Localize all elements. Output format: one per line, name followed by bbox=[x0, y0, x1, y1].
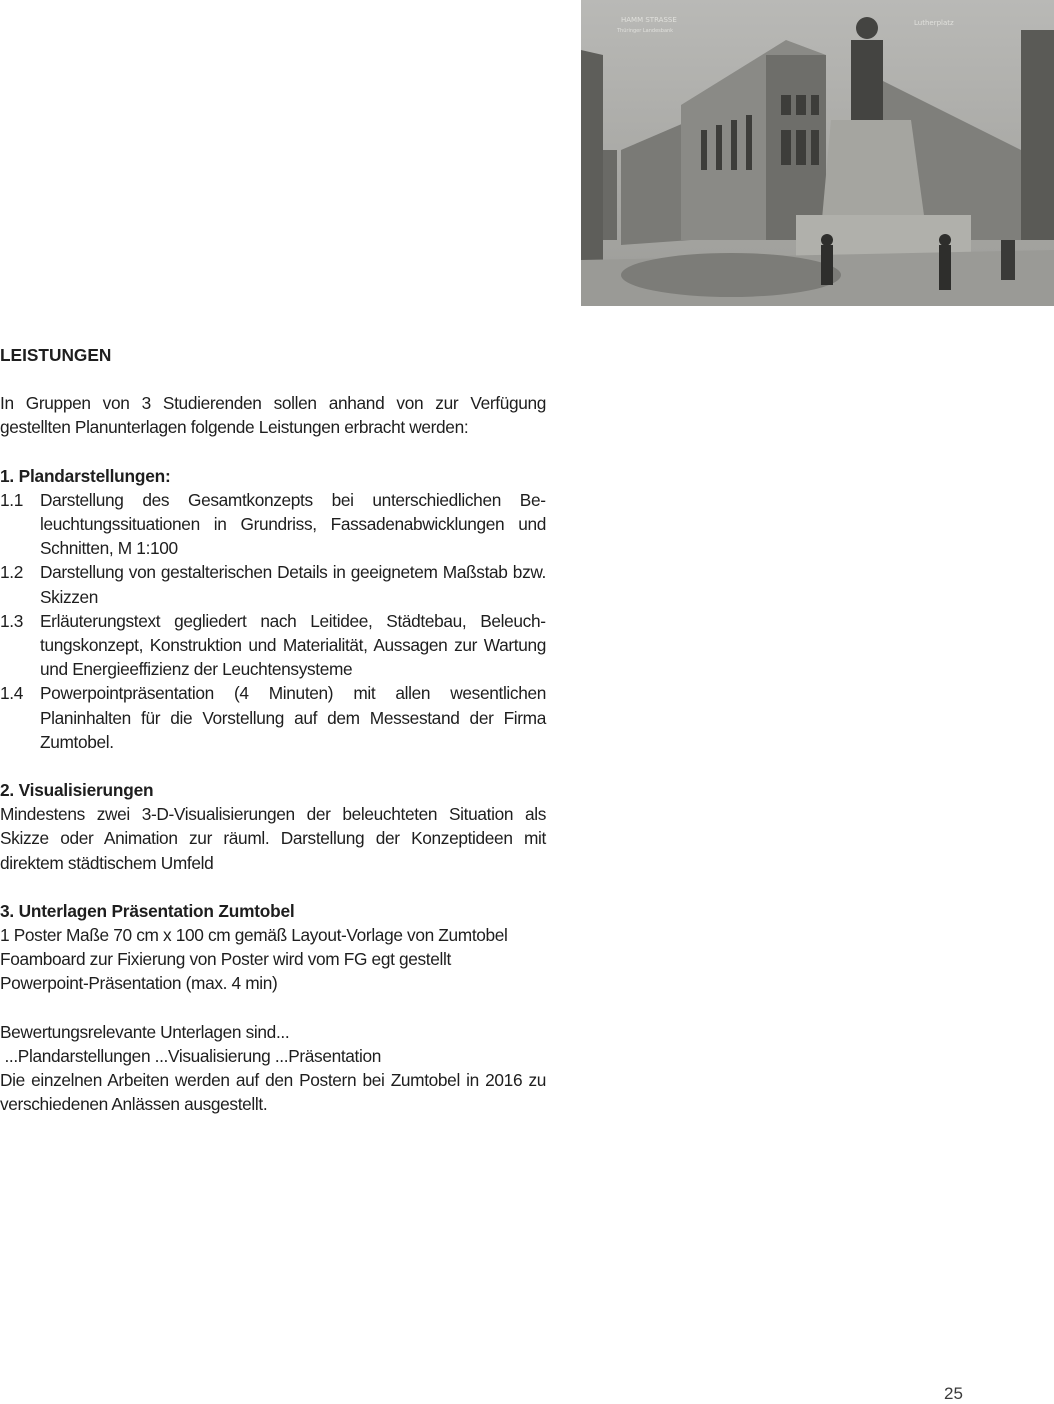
page-number: 25 bbox=[944, 1384, 963, 1403]
closing-line: Bewertungsrelevante Unterlagen sind... bbox=[0, 1021, 290, 1042]
photo-sign-right: Lutherplatz bbox=[914, 19, 954, 27]
list-item-number: 1.4 bbox=[0, 683, 23, 704]
section3-title: 3. Unterlagen Präsentation Zumtobel bbox=[0, 900, 295, 921]
section3-line: 1 Poster Maße 70 cm x 100 cm gemäß Layout-Vorlage von Zumtobel bbox=[0, 925, 508, 946]
list-item-text: Erläuterungstext gegliedert nach Leitidee, Städtebau, Beleuchtungskonzept, Konstruktion und Materialität, Aussagen zur Wartung und Energieeffizienz der Leuchtensysteme bbox=[40, 610, 546, 680]
list-item bbox=[0, 488, 546, 561]
photo-sign-left-sub: Thüringer Landesbank bbox=[617, 28, 674, 34]
section3-line: Powerpoint-Präsentation (max. 4 min) bbox=[0, 973, 278, 994]
photo-sign-left: HAMM STRASSE bbox=[621, 16, 677, 24]
section-heading: LEISTUNGEN bbox=[0, 345, 112, 365]
list-item-text: Powerpointpräsentation (4 Minuten) mit allen wesentlichen Planinhalten für die Vorstellung auf dem Messestand der Firma Zumtobel. bbox=[40, 683, 546, 752]
section3-line: Foamboard zur Fixierung von Poster wird vom FG egt gestellt bbox=[0, 949, 451, 970]
list-item bbox=[0, 609, 546, 682]
list-item-number: 1.3 bbox=[0, 610, 23, 631]
section2-title: 2. Visualisierungen bbox=[0, 780, 154, 801]
intro-paragraph: In Gruppen von 3 Studierenden sollen anhand von zur Verfügung gestellten Planunterlagen folgende Leistungen erbracht werden: bbox=[0, 393, 546, 438]
document-body bbox=[0, 343, 546, 1116]
list-item-number: 1.2 bbox=[0, 562, 23, 583]
closing-paragraph: Die einzelnen Arbeiten werden auf den Postern bei Zumtobel in 2016 zu verschiedenen Anlässen ausgestellt. bbox=[0, 1070, 546, 1115]
list-item bbox=[0, 681, 546, 754]
list-item bbox=[0, 560, 546, 608]
list-item-number: 1.1 bbox=[0, 489, 23, 510]
section2-text: Mindestens zwei 3-D-Visualisierungen der beleuchteten Situation als Skizze oder Animation zur räuml. Darstellung der Konzeptideen mit direktem städtischem Umfeld bbox=[0, 804, 546, 873]
historic-street-photo bbox=[581, 0, 1054, 306]
list-item-text: Darstellung des Gesamtkonzepts bei unterschiedlichen Beleuchtungssituationen in Grundriss, Fassadenabwicklungen und Schnitten, M 1:100 bbox=[40, 489, 546, 559]
section1-title: 1. Plandarstellungen: bbox=[0, 465, 171, 486]
list-item-text: Darstellung von gestalterischen Details in geeignetem Maßstab bzw. Skizzen bbox=[40, 562, 546, 607]
closing-line: ...Plandarstellungen ...Visualisierung ...Präsentation bbox=[0, 1045, 382, 1066]
